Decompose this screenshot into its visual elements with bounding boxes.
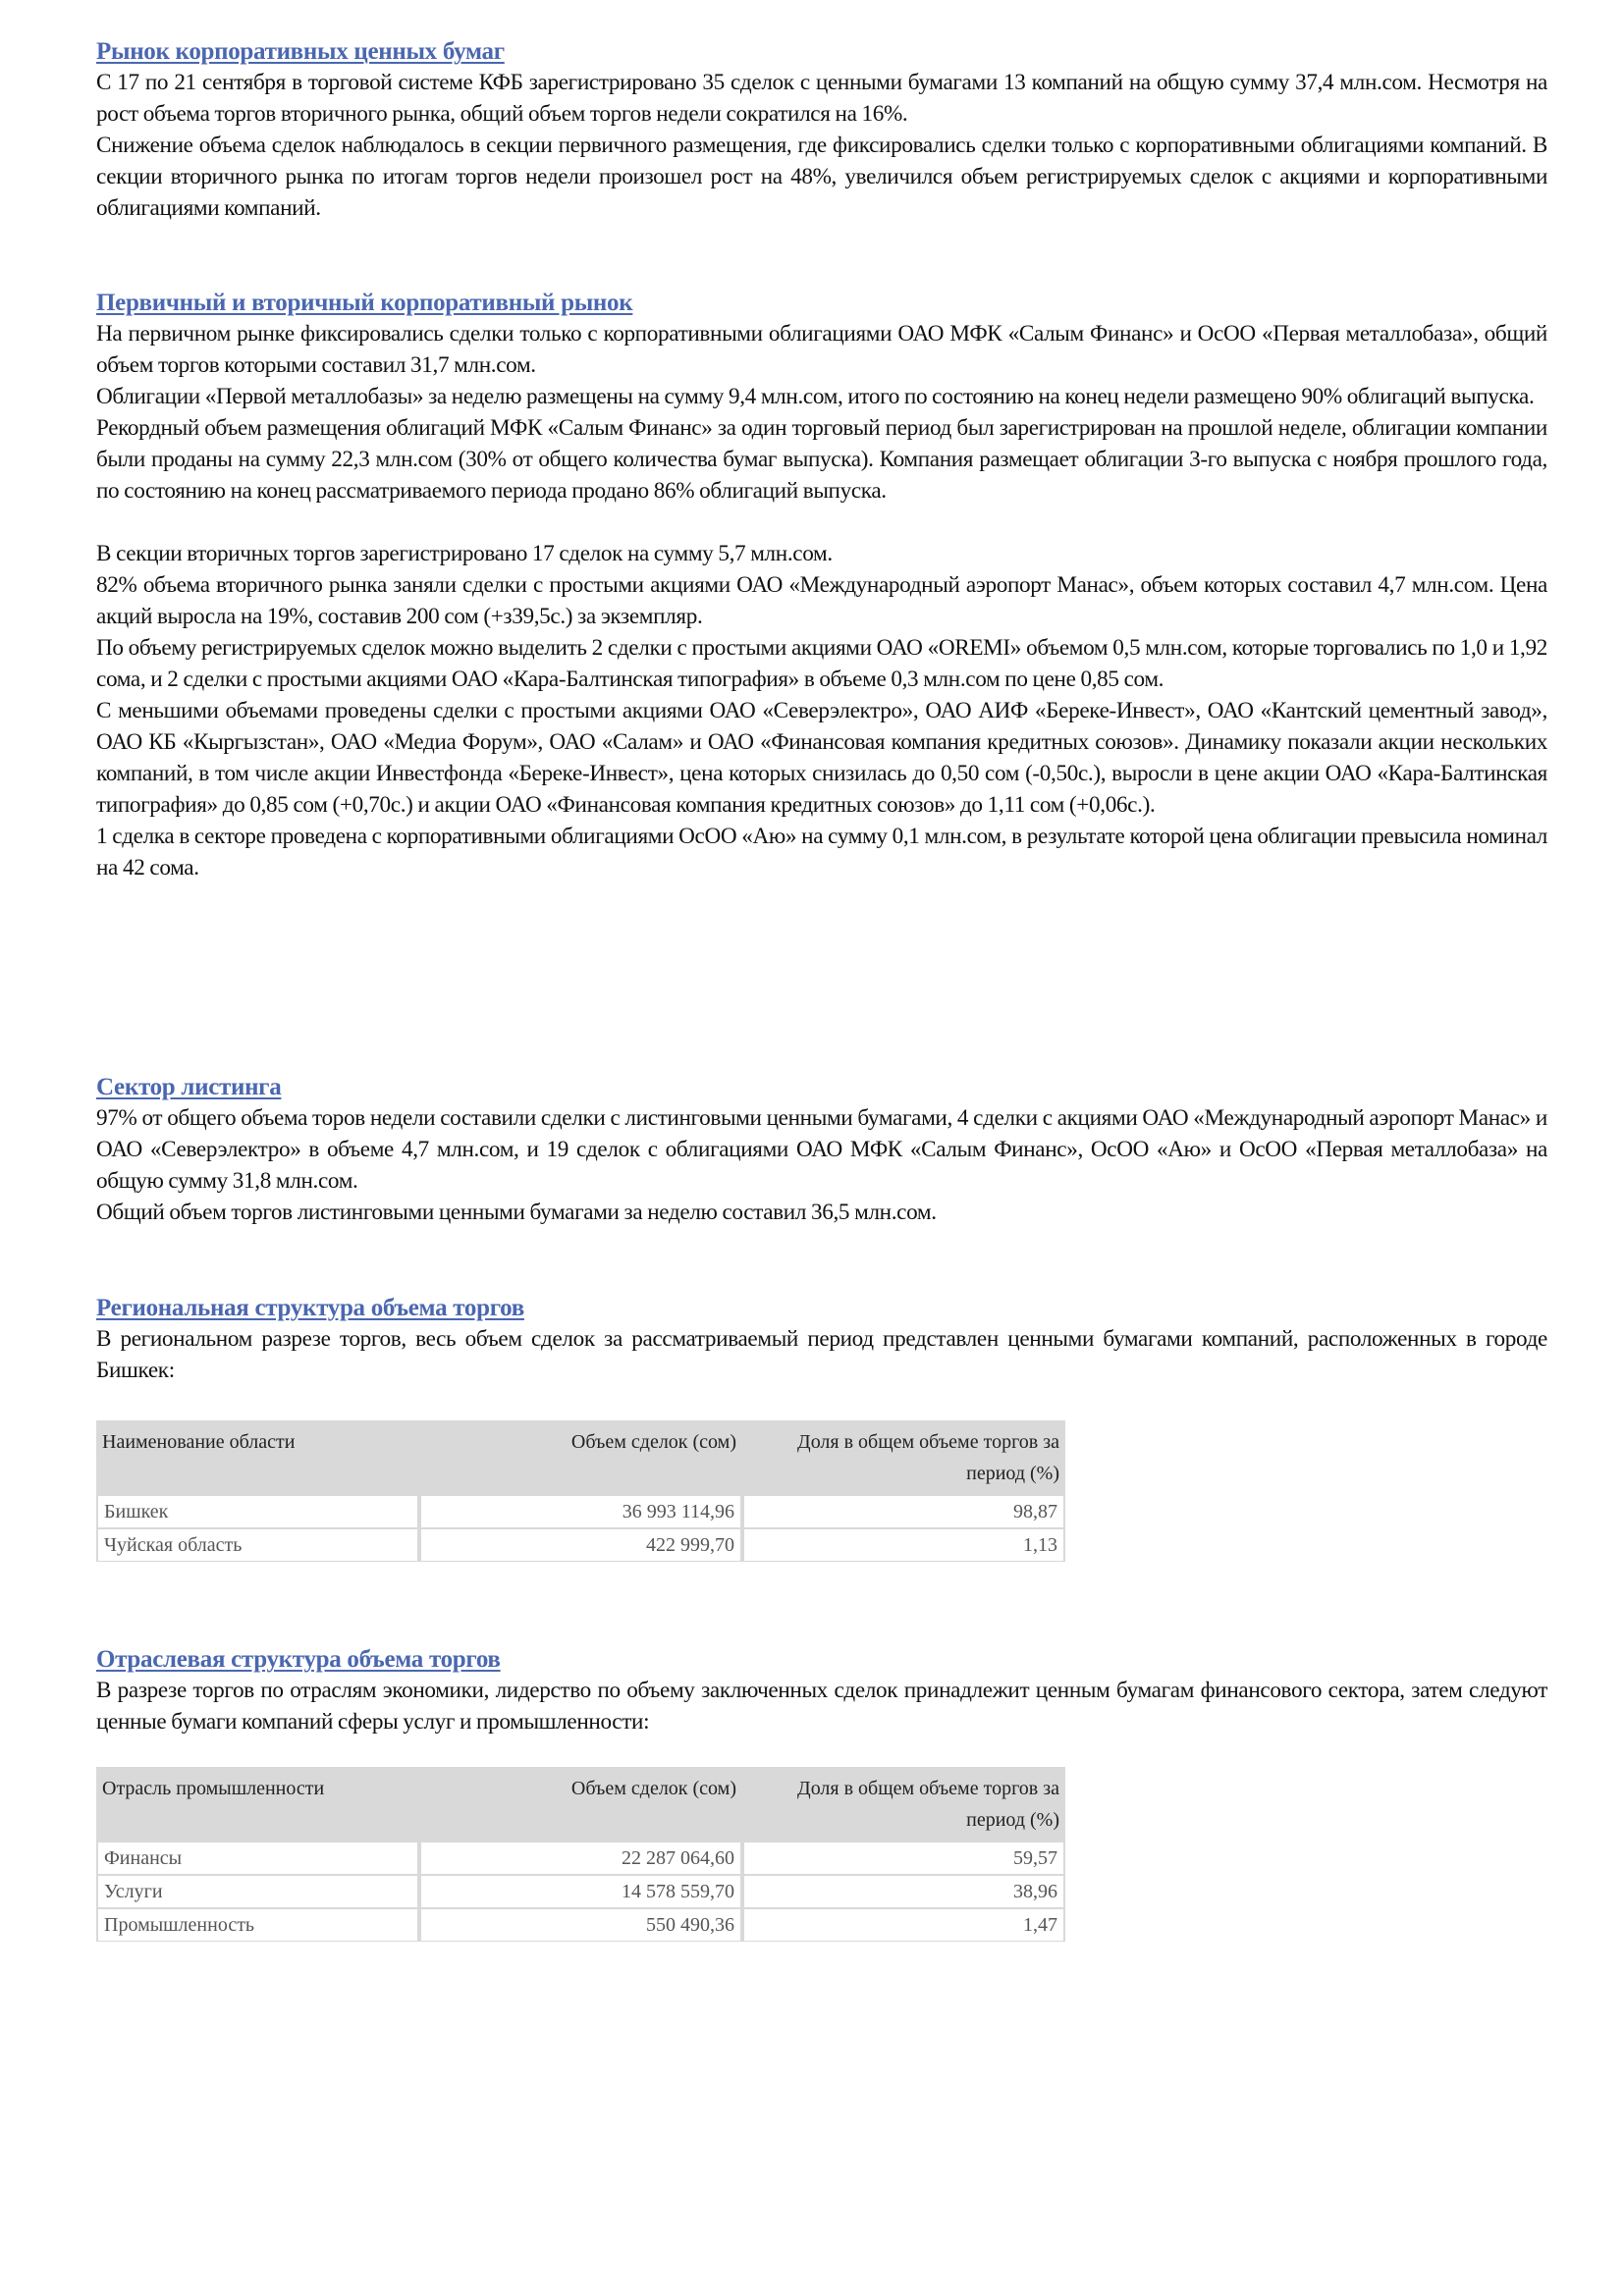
regional-table	[96, 1420, 1065, 1562]
column-header: Доля в общем объеме торгов за период (%)	[742, 1767, 1065, 1842]
section-regional	[96, 1294, 1547, 1386]
cell-share: 1,47	[742, 1908, 1065, 1942]
heading-market: Рынок корпоративных ценных бумаг	[96, 38, 505, 65]
cell-volume: 550 490,36	[419, 1908, 742, 1942]
paragraph: В разрезе торгов по отраслям экономики, лидерство по объему заключенных сделок принадлежит ценным бумагам финансового сектора, затем следуют ценные бумаги компаний сферы услуг и промышленности:	[96, 1678, 1547, 1735]
table-header-row	[96, 1420, 1065, 1495]
sector-table	[96, 1767, 1065, 1942]
heading-primary-secondary: Первичный и вторичный корпоративный рынок	[96, 290, 633, 316]
paragraph: Облигации «Первой металлобазы» за неделю размещены на сумму 9,4 млн.сом, итого по состоянию на конец недели размещено 90% облигаций выпуска.	[96, 384, 1535, 409]
paragraph: 82% объема вторичного рынка заняли сделки с простыми акциями ОАО «Международный аэропорт Манас», объем которых составил 4,7 млн.сом. Цена акций выросла на 19%, составив 200 сом (+з39,5с.) за экземпляр.	[96, 572, 1547, 629]
cell-share: 98,87	[742, 1495, 1065, 1528]
heading-sector: Отраслевая структура объема торгов	[96, 1646, 501, 1673]
paragraph: По объему регистрируемых сделок можно выделить 2 сделки с простыми акциями ОАО «OREMI» объемом 0,5 млн.сом, которые торговались по 1,0 и 1,92 сома, и 2 сделки с простыми акциями ОАО «Кара-Балтинская типография» в объеме 0,3 млн.сом по цене 0,85 сом.	[96, 635, 1547, 692]
section-primary-secondary	[96, 289, 1547, 883]
paragraph: 1 сделка в секторе проведена с корпоративными облигациями ОсОО «Аю» на сумму 0,1 млн.сом, в результате которой цена облигации превысила номинал на 42 сома.	[96, 824, 1547, 881]
cell-volume: 14 578 559,70	[419, 1875, 742, 1908]
section-sector	[96, 1645, 1547, 1737]
cell-sector: Финансы	[96, 1842, 419, 1875]
paragraph: Снижение объема сделок наблюдалось в секции первичного размещения, где фиксировались сделки только с корпоративными облигациями компаний. В секции вторичного рынка по итогам торгов недели произошел рост на 48%, увеличился объем регистрируемых сделок с акциями и корпоративными облигациями компаний.	[96, 133, 1547, 221]
paragraph: С 17 по 21 сентября в торговой системе КФБ зарегистрировано 35 сделок с ценными бумагами 13 компаний на общую сумму 37,4 млн.сом. Несмотря на рост объема торгов вторичного рынка, общий объем торгов недели сократился на 16%.	[96, 70, 1547, 127]
section-market	[96, 37, 1547, 224]
paragraph: 97% от общего объема торов недели составили сделки с листинговыми ценными бумагами, 4 сделки с акциями ОАО «Международный аэропорт Манас» и ОАО «Северэлектро» в объеме 4,7 млн.сом, и 19 сделок с облигациями ОАО МФК «Салым Финанс», ОсОО «Аю» и ОсОО «Первая металлобаза» на общую сумму 31,8 млн.сом.	[96, 1105, 1547, 1194]
heading-listing: Сектор листинга	[96, 1074, 282, 1100]
paragraph: Рекордный объем размещения облигаций МФК «Салым Финанс» за один торговый период был зарегистрирован на прошлой неделе, облигации компании были проданы на сумму 22,3 млн.сом (30% от общего количества бумаг выпуска). Компания размещает облигации 3-го выпуска с ноября прошлого года, по состоянию на конец рассматриваемого периода продано 86% облигаций выпуска.	[96, 415, 1547, 504]
heading-regional: Региональная структура объема торгов	[96, 1295, 524, 1321]
section-listing	[96, 1073, 1547, 1228]
cell-sector: Промышленность	[96, 1908, 419, 1942]
column-header: Объем сделок (сом)	[419, 1767, 742, 1842]
table-header-row	[96, 1767, 1065, 1842]
cell-share: 59,57	[742, 1842, 1065, 1875]
paragraph: В региональном разрезе торгов, весь объем сделок за рассматриваемый период представлен ценными бумагами компаний, расположенных в городе Бишкек:	[96, 1326, 1547, 1383]
cell-region: Бишкек	[96, 1495, 419, 1528]
column-header: Отрасль промышленности	[96, 1767, 419, 1842]
paragraph: С меньшими объемами проведены сделки с простыми акциями ОАО «Северэлектро», ОАО АИФ «Береке-Инвест», ОАО «Кантский цементный завод», ОАО КБ «Кыргызстан», ОАО «Медиа Форум», ОАО «Салам» и ОАО «Финансовая компания кредитных союзов». Динамику показали акции нескольких компаний, в том числе акции Инвестфонда «Береке-Инвест», цена которых снизилась до 0,50 сом (-0,50с.), выросли в цене акции ОАО «Кара-Балтинская типография» до 0,85 сом (+0,70с.) и акции ОАО «Финансовая компания кредитных союзов» до 1,11 сом (+0,06с.).	[96, 698, 1547, 818]
table-row	[96, 1528, 1065, 1562]
table-row	[96, 1875, 1065, 1908]
paragraph: Общий объем торгов листинговыми ценными бумагами за неделю составил 36,5 млн.сом.	[96, 1200, 937, 1225]
paragraph: В секции вторичных торгов зарегистрировано 17 сделок на сумму 5,7 млн.сом.	[96, 541, 833, 566]
column-header: Объем сделок (сом)	[419, 1420, 742, 1495]
cell-sector: Услуги	[96, 1875, 419, 1908]
column-header: Доля в общем объеме торгов за период (%)	[742, 1420, 1065, 1495]
cell-volume: 36 993 114,96	[419, 1495, 742, 1528]
cell-share: 1,13	[742, 1528, 1065, 1562]
table-row	[96, 1495, 1065, 1528]
cell-volume: 422 999,70	[419, 1528, 742, 1562]
table-row	[96, 1842, 1065, 1875]
table-row	[96, 1908, 1065, 1942]
cell-share: 38,96	[742, 1875, 1065, 1908]
column-header: Наименование области	[96, 1420, 419, 1495]
paragraph: На первичном рынке фиксировались сделки только с корпоративными облигациями ОАО МФК «Салым Финанс» и ОсОО «Первая металлобаза», общий объем торгов которыми составил 31,7 млн.сом.	[96, 321, 1547, 378]
cell-volume: 22 287 064,60	[419, 1842, 742, 1875]
cell-region: Чуйская область	[96, 1528, 419, 1562]
